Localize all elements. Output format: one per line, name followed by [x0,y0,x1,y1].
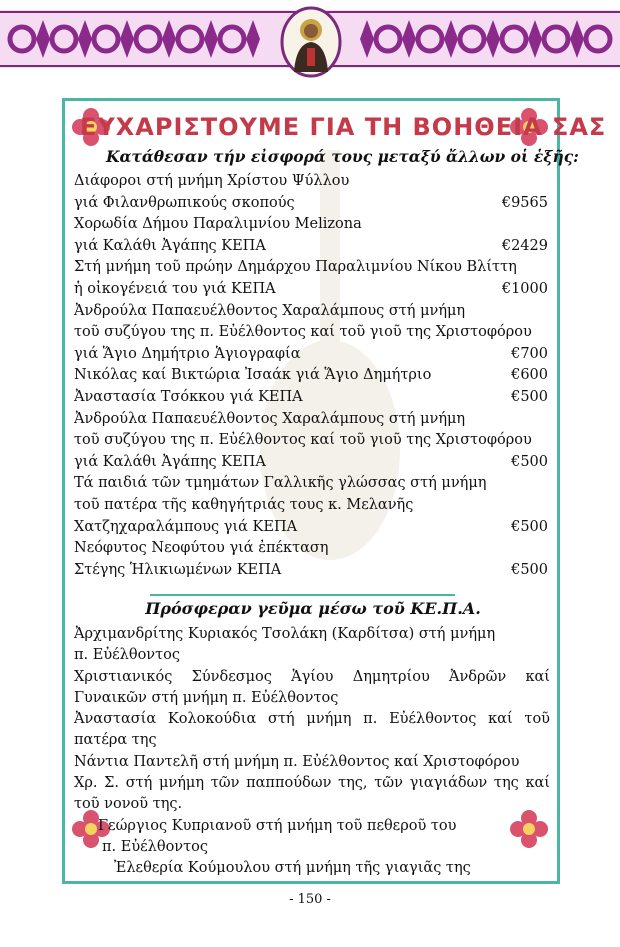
donation-text: τοῦ συζύγου της π. Εὐέλθοντος καί τοῦ γιοῦ της Χριστοφόρου [74,432,532,449]
donation-text: Τά παιδιά τῶν τμημάτων Γαλλικῆς γλώσσας στή μνήμη [74,475,487,492]
donation-amount: €600 [511,367,548,384]
meals-heading: Πρόσφεραν γεῦμα μέσω τοῦ ΚΕ.Π.Α. [145,599,481,618]
donation-amount: €1000 [501,280,548,297]
donation-text: Χορωδία Δήμου Παραλιμνίου Melizona [74,216,362,233]
donation-amount: €9565 [501,194,548,211]
meal-entry-line: Γυναικῶν στή μνήμη π. Εὐέλθοντος [74,689,339,706]
page-number: - 150 - [289,892,331,907]
donation-text: Ἀνδρούλα Παπαευέλθοντος Χαραλάμπους στή μνήμη [74,302,466,319]
meal-entry-line: πατέρα της [74,732,157,749]
saint-icon-medallion [280,6,342,78]
meal-entry-line: Χρ. Σ. στή μνήμη τῶν παππούδων της, τῶν γιαγιάδων της καί [74,775,550,792]
donation-text: Νικόλας καί Βικτώρια Ἰσαάκ γιά Ἅγιο Δημήτριο [74,367,432,384]
donation-text: γιά Καλάθι Ἀγάπης ΚΕΠΑ [74,453,266,470]
donation-text: Ἀνδρούλα Παπαευέλθοντος Χαραλάμπους στή μνήμη [74,410,466,427]
meals-list [74,624,550,880]
donation-text: Χατζηχαραλάμπους γιά ΚΕΠΑ [74,518,298,535]
meal-entry-line: Ἀναστασία Κολοκούδια στή μνήμη π. Εὐέλθοντος καί τοῦ [74,711,550,728]
donation-entry [74,365,552,387]
donation-entry [74,473,552,538]
donation-amount: €2429 [501,237,548,254]
donation-amount: €500 [511,388,548,405]
donation-text: ἡ οἰκογένειά του γιά ΚΕΠΑ [74,280,276,297]
page-title: ΕΥΧΑΡΙΣΤΟΥΜΕ ΓΙΑ ΤΗ ΒΟΗΘΕΙΑ ΣΑΣ [80,113,607,141]
donation-amount: €500 [511,518,548,535]
donation-entry [74,301,552,366]
meal-entry-line: Ἀρχιμανδρίτης Κυριακός Τσολάκη (Καρδίτσα) στή μνήμη [74,626,496,642]
donation-text: Νεόφυτος Νεοφύτου γιά ἐπέκταση [74,540,329,557]
donation-text: τοῦ πατέρα τῆς καθηγήτριάς τους κ. Μελανῆς [74,496,414,513]
donation-amount: €700 [511,345,548,362]
donation-entry [74,538,552,581]
donation-text: τοῦ συζύγου της π. Εὐέλθοντος καί τοῦ γιοῦ της Χριστοφόρου [74,324,532,341]
donation-entry [74,214,552,257]
donation-entry [74,257,552,300]
meal-entry-line: Γεώργιος Κυπριανοῦ στή μνήμη τοῦ πεθεροῦ του [98,817,457,834]
meal-entry-line: τοῦ νονοῦ της. [74,796,183,813]
donation-entry [74,409,552,474]
donations-list [74,171,552,581]
donation-amount: €500 [511,561,548,578]
donation-text: γιά Ἅγιο Δημήτριο Ἁγιογραφία [74,345,301,362]
meal-entry-line: Χριστιανικός Σύνδεσμος Ἁγίου Δημητρίου Ἀνδρῶν καί [74,668,550,685]
donation-text: Στή μνήμη τοῦ πρώην Δημάρχου Παραλιμνίου Νίκου Βλίττη [74,259,517,276]
meal-entry-line: π. Εὐέλθοντος [102,838,208,855]
donation-text: γιά Φιλανθρωπικούς σκοπούς [74,194,295,211]
donation-text: γιά Καλάθι Ἀγάπης ΚΕΠΑ [74,237,266,254]
meal-entry-line: π. Εὐέλθοντος [74,647,180,664]
donation-amount: €500 [511,453,548,470]
section-divider [150,594,455,596]
donation-entry [74,171,552,214]
donation-text: Ἀναστασία Τσόκκου γιά ΚΕΠΑ [74,388,303,405]
meal-entry-line: Νάντια Παντελῆ στή μνήμη π. Εὐέλθοντος καί Χριστοφόρου [74,753,520,770]
meal-entry-line: Ἐλεθερία Κούμουλου στή μνήμη τῆς γιαγιᾶς της [114,860,471,877]
donation-entry [74,387,552,409]
donation-text: Στέγης Ἡλικιωμένων ΚΕΠΑ [74,561,282,578]
page-subtitle: Κατάθεσαν τήν εἰσφορά τους μεταξύ ἄλλων οἱ ἑξῆς: [106,147,579,166]
donation-text: Διάφοροι στή μνήμη Χρίστου Ψύλλου [74,173,350,189]
